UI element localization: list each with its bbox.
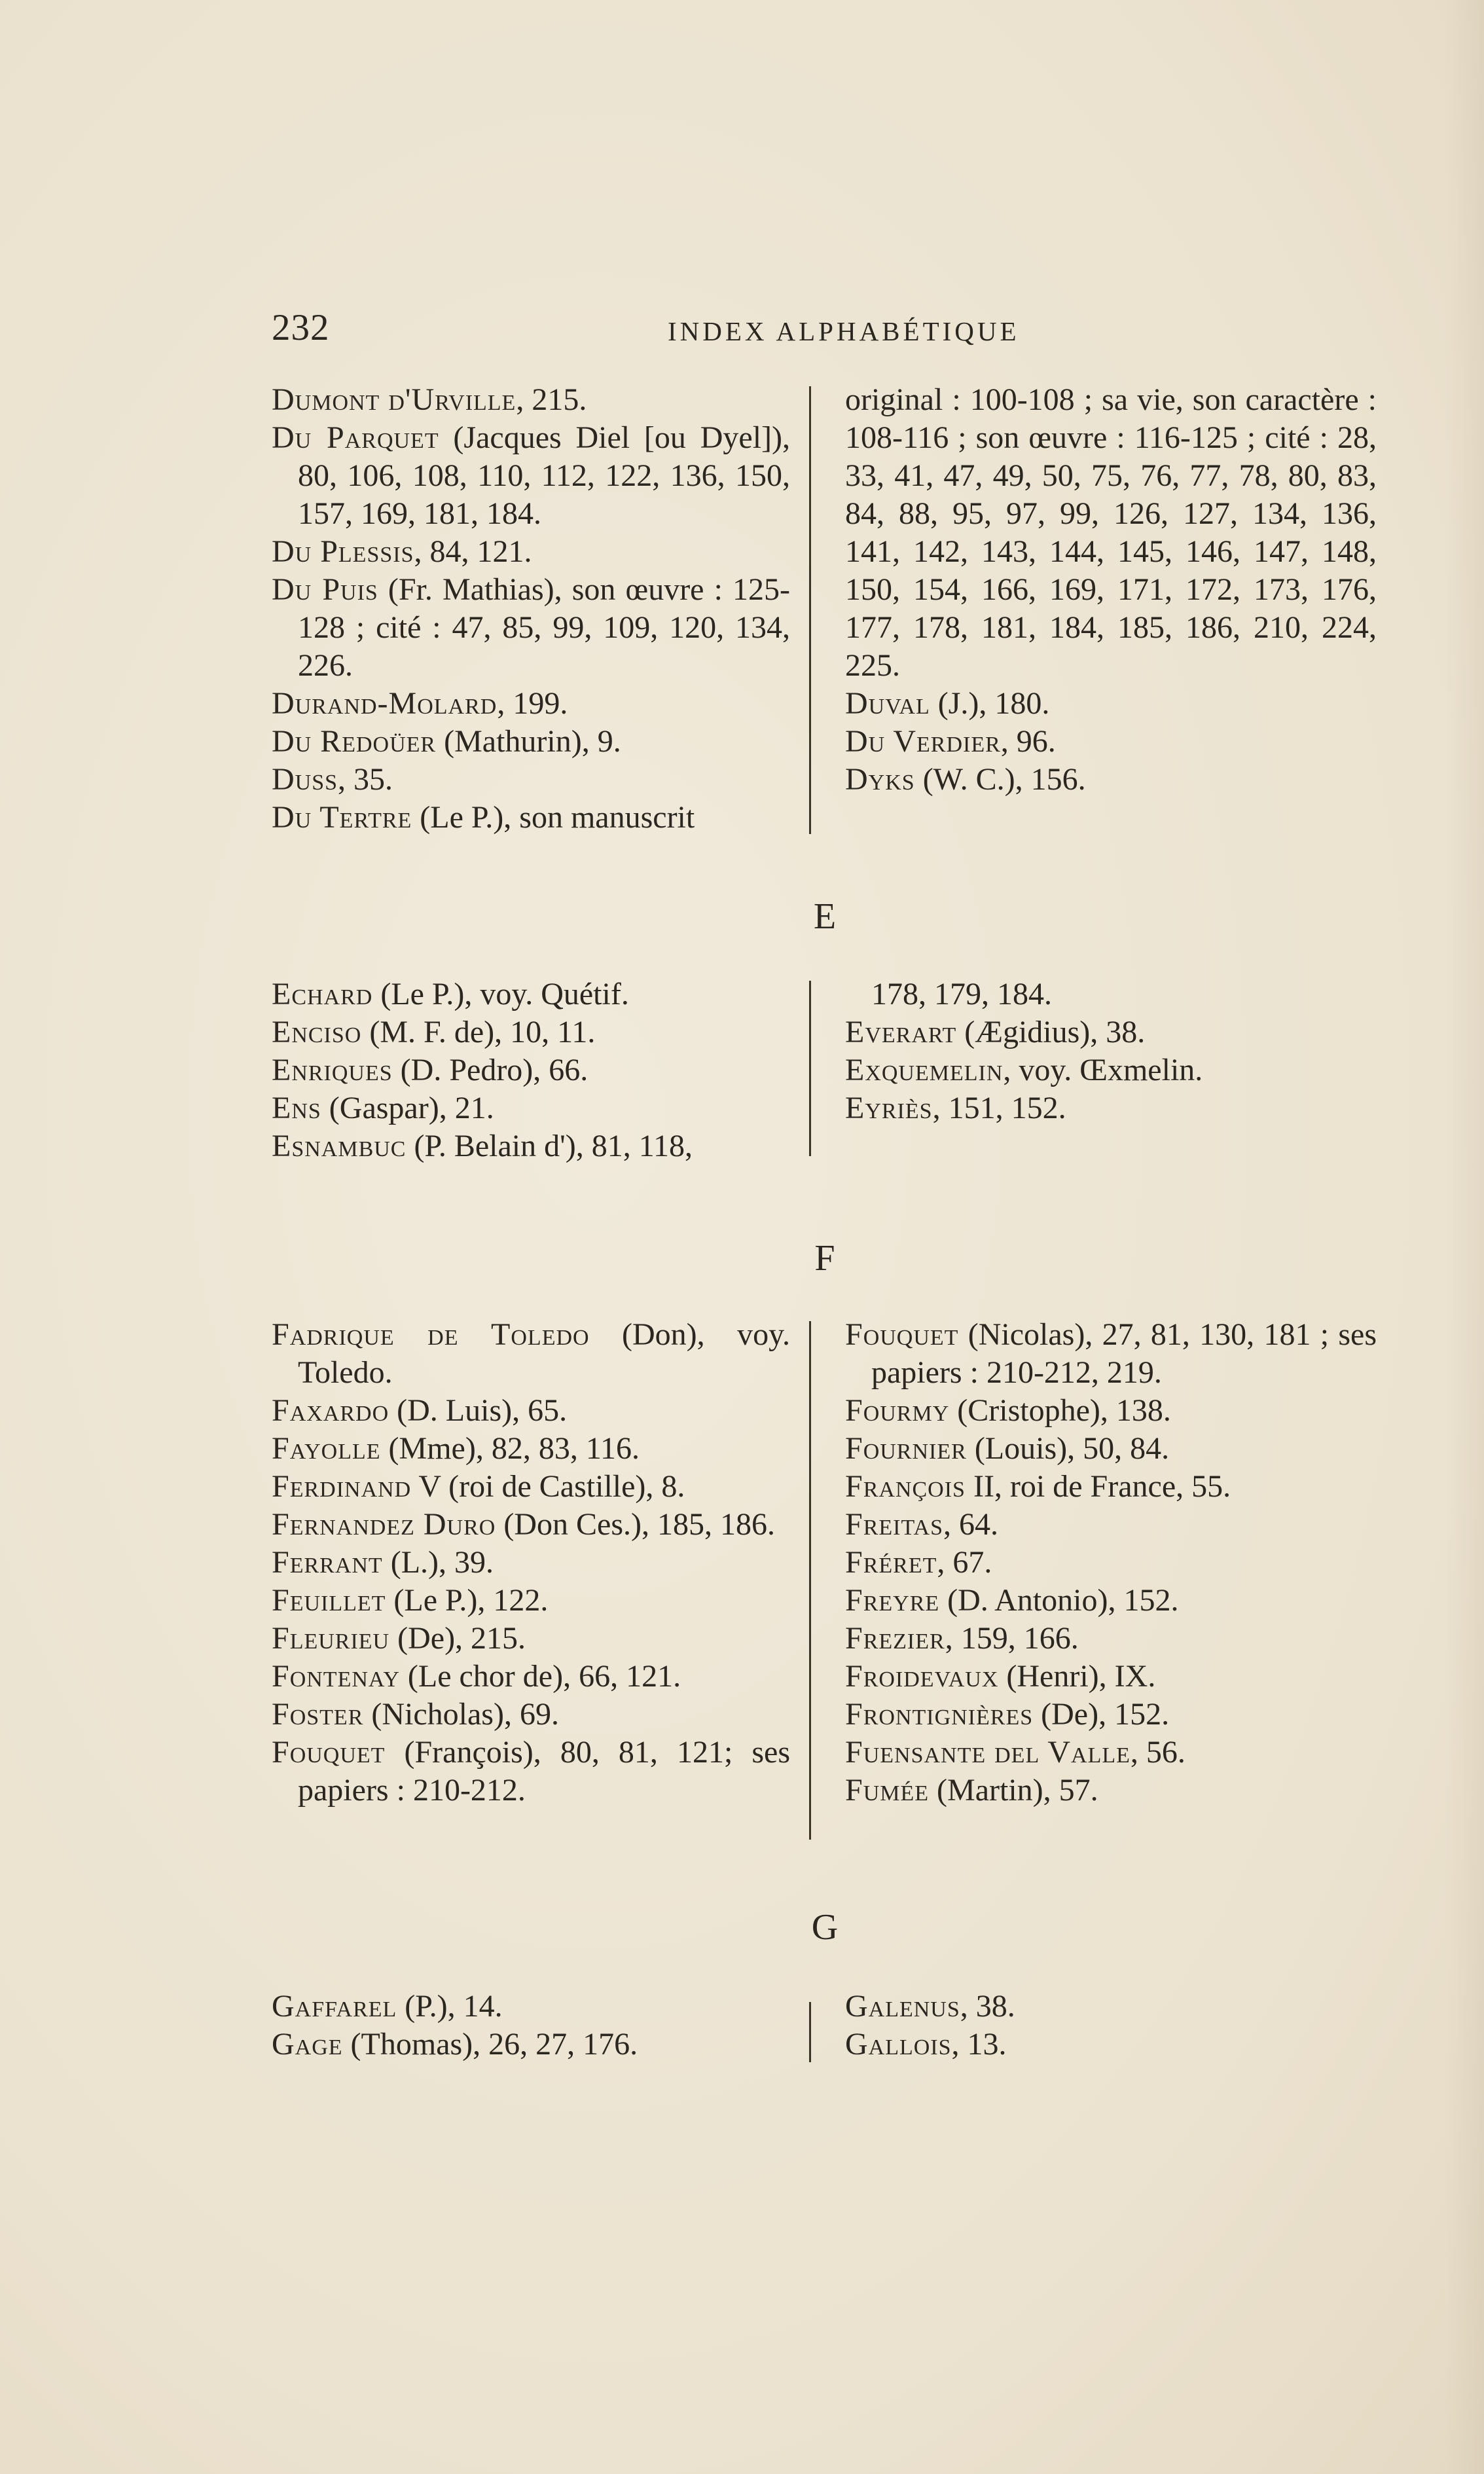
entry-refs: (Le chor de), 66, 121.: [399, 1659, 681, 1694]
index-entry: [845, 1658, 1377, 1696]
entry-name: Du Parquet: [272, 420, 439, 455]
index-entry: [272, 571, 790, 685]
index-entry: [845, 1089, 1377, 1127]
entry-name: Du Verdier: [845, 724, 1001, 759]
index-entry: [845, 1772, 1377, 1810]
index-entry: [845, 1506, 1377, 1544]
index-section-e: [272, 975, 1378, 1198]
index-entry: [845, 2026, 1377, 2064]
entry-name: Fernandez Duro: [272, 1507, 496, 1542]
entry-refs: (Gaspar), 21.: [321, 1091, 494, 1125]
entry-name: Enriques: [272, 1053, 393, 1087]
index-entry: [272, 1089, 790, 1127]
entry-name: Frezier: [845, 1621, 945, 1656]
page-header: [272, 306, 1378, 352]
entry-refs: V (roi de Castille), 8.: [411, 1469, 685, 1504]
section-letter-e: E: [813, 896, 837, 937]
entry-refs: (J.), 180.: [930, 686, 1050, 721]
entry-refs: II, roi de France, 55.: [965, 1469, 1231, 1504]
index-column-left: [272, 975, 790, 1165]
entry-name: Gallois: [845, 2027, 952, 2062]
entry-refs: , 151, 152.: [932, 1091, 1066, 1125]
entry-name: Freitas: [845, 1507, 943, 1542]
entry-refs: (Louis), 50, 84.: [966, 1431, 1170, 1466]
entry-refs: , 64.: [943, 1507, 998, 1542]
entry-name: Ferdinand: [272, 1469, 412, 1504]
entry-refs: , 56.: [1130, 1735, 1185, 1770]
index-entry: [845, 685, 1377, 723]
index-column-left: [272, 381, 790, 837]
entry-name: Duval: [845, 686, 930, 721]
index-entry: [845, 1582, 1377, 1620]
index-section-g: [272, 1988, 1378, 2079]
index-entry: [272, 1468, 790, 1506]
entry-name: Everart: [845, 1015, 957, 1049]
index-entry: [272, 1051, 790, 1089]
entry-refs: , 199.: [497, 686, 568, 721]
entry-name: Du Puis: [272, 572, 378, 607]
entry-refs: (Mathurin), 9.: [436, 724, 621, 759]
entry-name: Esnambuc: [272, 1129, 407, 1163]
entry-name: Ens: [272, 1091, 321, 1125]
entry-refs: , 159, 166.: [945, 1621, 1079, 1656]
entry-refs: (De), 215.: [389, 1621, 526, 1656]
entry-name: Fumée: [845, 1773, 930, 1808]
index-entry: [845, 1051, 1377, 1089]
entry-refs: (P. Belain d'), 81, 118,: [406, 1129, 693, 1163]
entry-name: Fadrique de Toledo: [272, 1317, 590, 1352]
index-entry: [272, 975, 790, 1013]
entry-refs: , 96.: [1000, 724, 1056, 759]
index-entry: [845, 1544, 1377, 1582]
entry-refs: (D. Pedro), 66.: [392, 1053, 588, 1087]
entry-refs: (Henri), IX.: [998, 1659, 1156, 1694]
index-entry: [272, 1582, 790, 1620]
entry-refs: , 35.: [338, 762, 393, 797]
entry-name: Durand-Molard: [272, 686, 498, 721]
index-entry: [845, 1988, 1377, 2026]
entry-refs: , 13.: [951, 2027, 1007, 2062]
entry-name: Froidevaux: [845, 1659, 999, 1694]
entry-refs: (De), 152.: [1033, 1697, 1170, 1732]
index-column-right: [845, 975, 1377, 1127]
index-entry: [272, 685, 790, 723]
column-divider: [809, 386, 811, 834]
entry-name: Fouquet: [272, 1735, 386, 1770]
index-entry-continuation: original : 100-108 ; sa vie, son caractère : 108-116 ; son œuvre : 116-125 ; cité : 28, 33, 41, 47, 49, 50, 75, 76, 77, 78, 80, 83, 84, 88, 95, 97, 99, 126, 127, 134, 136, 141, 142, 143, 144, 145, 146, 147, 148, 150, 154, 166, 169, 171, 172, 173, 176, 177, 178, 181, 184, 185, 186, 210, 224, 225.: [845, 382, 1377, 683]
entry-name: Enciso: [272, 1015, 362, 1049]
entry-name: Gaffarel: [272, 1989, 397, 2024]
index-entry: [272, 419, 790, 533]
entry-refs: (François), 80, 81, 121; ses papiers : 210-212.: [298, 1735, 790, 1808]
index-entry-continuation: 178, 179, 184.: [871, 977, 1052, 1011]
entry-name: Du Plessis: [272, 534, 414, 569]
entry-refs: (M. F. de), 10, 11.: [361, 1015, 596, 1049]
page-edge-shadow: [1445, 0, 1484, 2474]
index-entry: [272, 1734, 790, 1810]
running-title: INDEX ALPHABÉTIQUE: [668, 316, 1020, 346]
index-entry: [272, 533, 790, 571]
entry-refs: (Martin), 57.: [929, 1773, 1098, 1808]
index-entry: [272, 799, 790, 837]
entry-refs: (D. Antonio), 152.: [939, 1583, 1179, 1618]
entry-name: Frontignières: [845, 1697, 1034, 1732]
entry-name: Exquemelin: [845, 1053, 1004, 1087]
entry-refs: (Thomas), 26, 27, 176.: [342, 2027, 638, 2062]
entry-refs: (Don Ces.), 185, 186.: [496, 1507, 775, 1542]
index-entry: [845, 1392, 1377, 1430]
entry-refs: (P.), 14.: [397, 1989, 503, 2024]
index-entry: [272, 1506, 790, 1544]
index-entry: [845, 761, 1377, 799]
index-entry: [272, 723, 790, 761]
column-divider: [809, 1321, 811, 1840]
entry-refs: (Mme), 82, 83, 116.: [380, 1431, 640, 1466]
entry-refs: (Don), voy. Toledo.: [298, 1317, 791, 1390]
index-section-f: [272, 1316, 1378, 1853]
entry-name: Duss: [272, 762, 338, 797]
entry-refs: , voy. Œxmelin.: [1003, 1053, 1203, 1087]
index-entry: [272, 1544, 790, 1582]
index-column-right: [845, 1316, 1377, 1810]
index-entry: [272, 1316, 790, 1392]
entry-name: Faxardo: [272, 1393, 389, 1428]
entry-name: Fréret: [845, 1545, 937, 1580]
entry-name: François: [845, 1469, 966, 1504]
entry-refs: , 84, 121.: [414, 534, 532, 569]
entry-refs: (Le P.), son manuscrit: [412, 800, 695, 835]
entry-name: Dyks: [845, 762, 915, 797]
section-letter-g: G: [811, 1907, 839, 1948]
entry-refs: (Nicolas), 27, 81, 130, 181 ; ses papiers : 210-212, 219.: [871, 1317, 1377, 1390]
index-entry: [272, 761, 790, 799]
entry-name: Fournier: [845, 1431, 967, 1466]
index-entry: [845, 1734, 1377, 1772]
index-entry: [272, 2026, 790, 2064]
index-entry: [845, 1013, 1377, 1051]
index-entry: [845, 1430, 1377, 1468]
entry-refs: (Le P.), 122.: [386, 1583, 549, 1618]
entry-name: Freyre: [845, 1583, 940, 1618]
entry-name: Gage: [272, 2027, 343, 2062]
index-entry: [845, 723, 1377, 761]
entry-refs: , 38.: [960, 1989, 1015, 2024]
entry-name: Dumont d'Urville: [272, 382, 516, 417]
index-section-d: [272, 381, 1378, 839]
index-column-left: [272, 1988, 790, 2064]
index-entry: [845, 1316, 1377, 1392]
index-entry: [272, 381, 790, 419]
entry-name: Ferrant: [272, 1545, 383, 1580]
entry-refs: (Fr. Mathias), son œuvre : 125-128 ; cité : 47, 85, 99, 109, 120, 134, 226.: [298, 572, 791, 683]
index-column-left: [272, 1316, 790, 1810]
entry-name: Du Tertre: [272, 800, 412, 835]
index-entry: [845, 1696, 1377, 1734]
entry-name: Eyriès: [845, 1091, 933, 1125]
index-entry: [272, 1127, 790, 1165]
entry-refs: (Ægidius), 38.: [956, 1015, 1146, 1049]
entry-refs: (D. Luis), 65.: [389, 1393, 568, 1428]
index-entry: [272, 1620, 790, 1658]
entry-refs: , 215.: [516, 382, 587, 417]
column-divider: [809, 981, 811, 1156]
entry-refs: (Jacques Diel [ou Dyel]), 80, 106, 108, 110, 112, 122, 136, 150, 157, 169, 181, 184.: [298, 420, 791, 531]
entry-name: Fleurieu: [272, 1621, 390, 1656]
entry-name: Fouquet: [845, 1317, 959, 1352]
index-entry: [272, 1013, 790, 1051]
entry-refs: , 67.: [937, 1545, 992, 1580]
entry-refs: (Cristophe), 138.: [949, 1393, 1171, 1428]
section-letter-f: F: [814, 1238, 835, 1279]
column-divider: [809, 2002, 811, 2062]
index-entry: [272, 1430, 790, 1468]
index-entry: [845, 1620, 1377, 1658]
entry-name: Fourmy: [845, 1393, 950, 1428]
entry-name: Fuensante del Valle: [845, 1735, 1131, 1770]
index-entry: [272, 1392, 790, 1430]
entry-name: Du Redoüer: [272, 724, 437, 759]
entry-name: Fayolle: [272, 1431, 381, 1466]
entry-name: Galenus: [845, 1989, 960, 2024]
entry-name: Echard: [272, 977, 373, 1011]
page-number: 232: [272, 307, 330, 348]
index-entry: [272, 1988, 790, 2026]
entry-refs: (Nicholas), 69.: [363, 1697, 559, 1732]
index-entry: [845, 1468, 1377, 1506]
index-column-right: [845, 381, 1377, 799]
index-column-right: [845, 1988, 1377, 2064]
entry-name: Foster: [272, 1697, 364, 1732]
index-entry: [272, 1658, 790, 1696]
index-entry: [272, 1696, 790, 1734]
entry-name: Fontenay: [272, 1659, 400, 1694]
entry-refs: (Le P.), voy. Quétif.: [372, 977, 629, 1011]
entry-name: Feuillet: [272, 1583, 386, 1618]
entry-refs: (L.), 39.: [382, 1545, 494, 1580]
entry-refs: (W. C.), 156.: [914, 762, 1086, 797]
